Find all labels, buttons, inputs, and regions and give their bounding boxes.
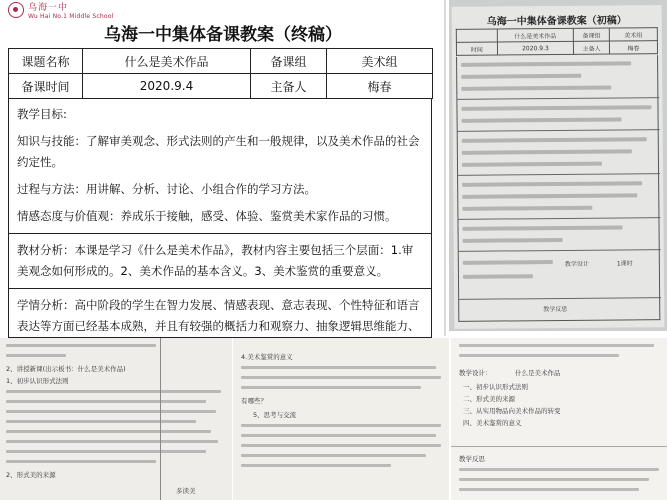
material-analysis: 教材分析：本课是学习《什么是美术作品》，教材内容主要包括三个层面：1.审美观念如何形成的。2、美术作品的基本含义。3、美术鉴赏的重要意义。 (17, 243, 414, 278)
right-line-2: 什么是美术作品 (515, 369, 561, 377)
page-photo-middle (233, 338, 449, 500)
presenter-label: 主备人 (251, 74, 327, 99)
draft-presenter-label: 主备人 (574, 41, 610, 54)
table-row (9, 49, 433, 74)
process-goal: 过程与方法：用讲解、分析、讨论、小组合作的学习方法。 (17, 182, 316, 196)
draft-time-label: 时间 (456, 42, 497, 55)
right-line-3: 一、初步认识形式法则 (463, 383, 528, 391)
knowledge-goal: 知识与技能：了解审美观念、形式法则的产生和一般规律，以及美术作品的社会约定性。 (17, 134, 420, 169)
draft-design-label: 教学设计 (564, 260, 589, 268)
draft-paper (452, 5, 665, 329)
time-value: 2020.9.4 (83, 74, 251, 99)
lesson-info-table (8, 48, 433, 99)
final-lesson-plan (0, 0, 446, 336)
topic-value: 什么是美术作品 (83, 49, 251, 74)
draft-group-label: 备课组 (574, 28, 610, 41)
group-value: 美术组 (327, 49, 433, 74)
section-divider (9, 233, 431, 234)
draft-title: 乌海一中集体备课教案（初稿） (486, 15, 627, 28)
draft-time: 2020.9.3 (497, 41, 574, 55)
right-line-6: 四、美术鉴赏的意义 (463, 419, 522, 427)
table-row (456, 41, 657, 56)
mid-line-1: 4.美术鉴赏的意义 (241, 353, 293, 361)
draft-footer: 教学反思 (543, 305, 568, 314)
school-name-cn: 乌海一中 (28, 3, 69, 13)
left-line-1: 2、讲授新课(出示板书：什么是美术作品) (6, 365, 126, 373)
document-title: 乌海一中集体备课教案（终稿） (104, 25, 342, 45)
draft-body (456, 55, 660, 322)
left-bottom-text: 多读美 (176, 487, 196, 495)
mid-line-2: 5、思考与交流 (253, 411, 297, 419)
draft-topic: 什么是美术作品 (497, 28, 574, 42)
group-label: 备课组 (251, 49, 327, 74)
draft-lesson-plan-photo (449, 0, 667, 331)
right-line-1: 教学设计： (459, 369, 492, 377)
presenter-value: 梅春 (327, 74, 433, 99)
draft-hours: 1课时 (616, 260, 633, 268)
right-line-4: 二、形式美的来源 (463, 395, 515, 403)
table-row (9, 74, 433, 99)
school-seal-icon (8, 2, 24, 18)
school-name-en: Wu Hai No.1 Middle School (28, 13, 114, 20)
draft-info-table (456, 27, 658, 56)
left-line-3: 2、形式美的来源 (6, 471, 56, 479)
page-photo-right (451, 338, 667, 500)
school-header (8, 0, 114, 20)
section-divider (9, 288, 431, 289)
learner-analysis: 学情分析：高中阶段的学生在智力发展、情感表现、意志表现、个性特征和语言表达等方面已经基本成熟，并且有较强的概括力和观察力、抽象逻辑思维能力、 (17, 298, 420, 333)
lesson-plan-body (8, 98, 432, 338)
right-line-5: 三、从实用物品向美术作品的转变 (463, 407, 561, 415)
topic-label: 课题名称 (9, 49, 83, 74)
page-photo-left (0, 338, 232, 500)
right-line-7: 教学反思 (459, 455, 485, 463)
draft-presenter: 梅春 (610, 41, 658, 54)
time-label: 备课时间 (9, 74, 83, 99)
draft-group: 美术组 (609, 28, 657, 41)
goals-heading: 教学目标: (17, 107, 67, 121)
left-line-2: 1、初步认识形式法则 (6, 377, 69, 385)
mid-line-3: 有哪些？ (241, 397, 267, 405)
attitude-goal: 情感态度与价值观：养成乐于接触，感受、体验、鉴赏美术家作品的习惯。 (17, 209, 397, 223)
